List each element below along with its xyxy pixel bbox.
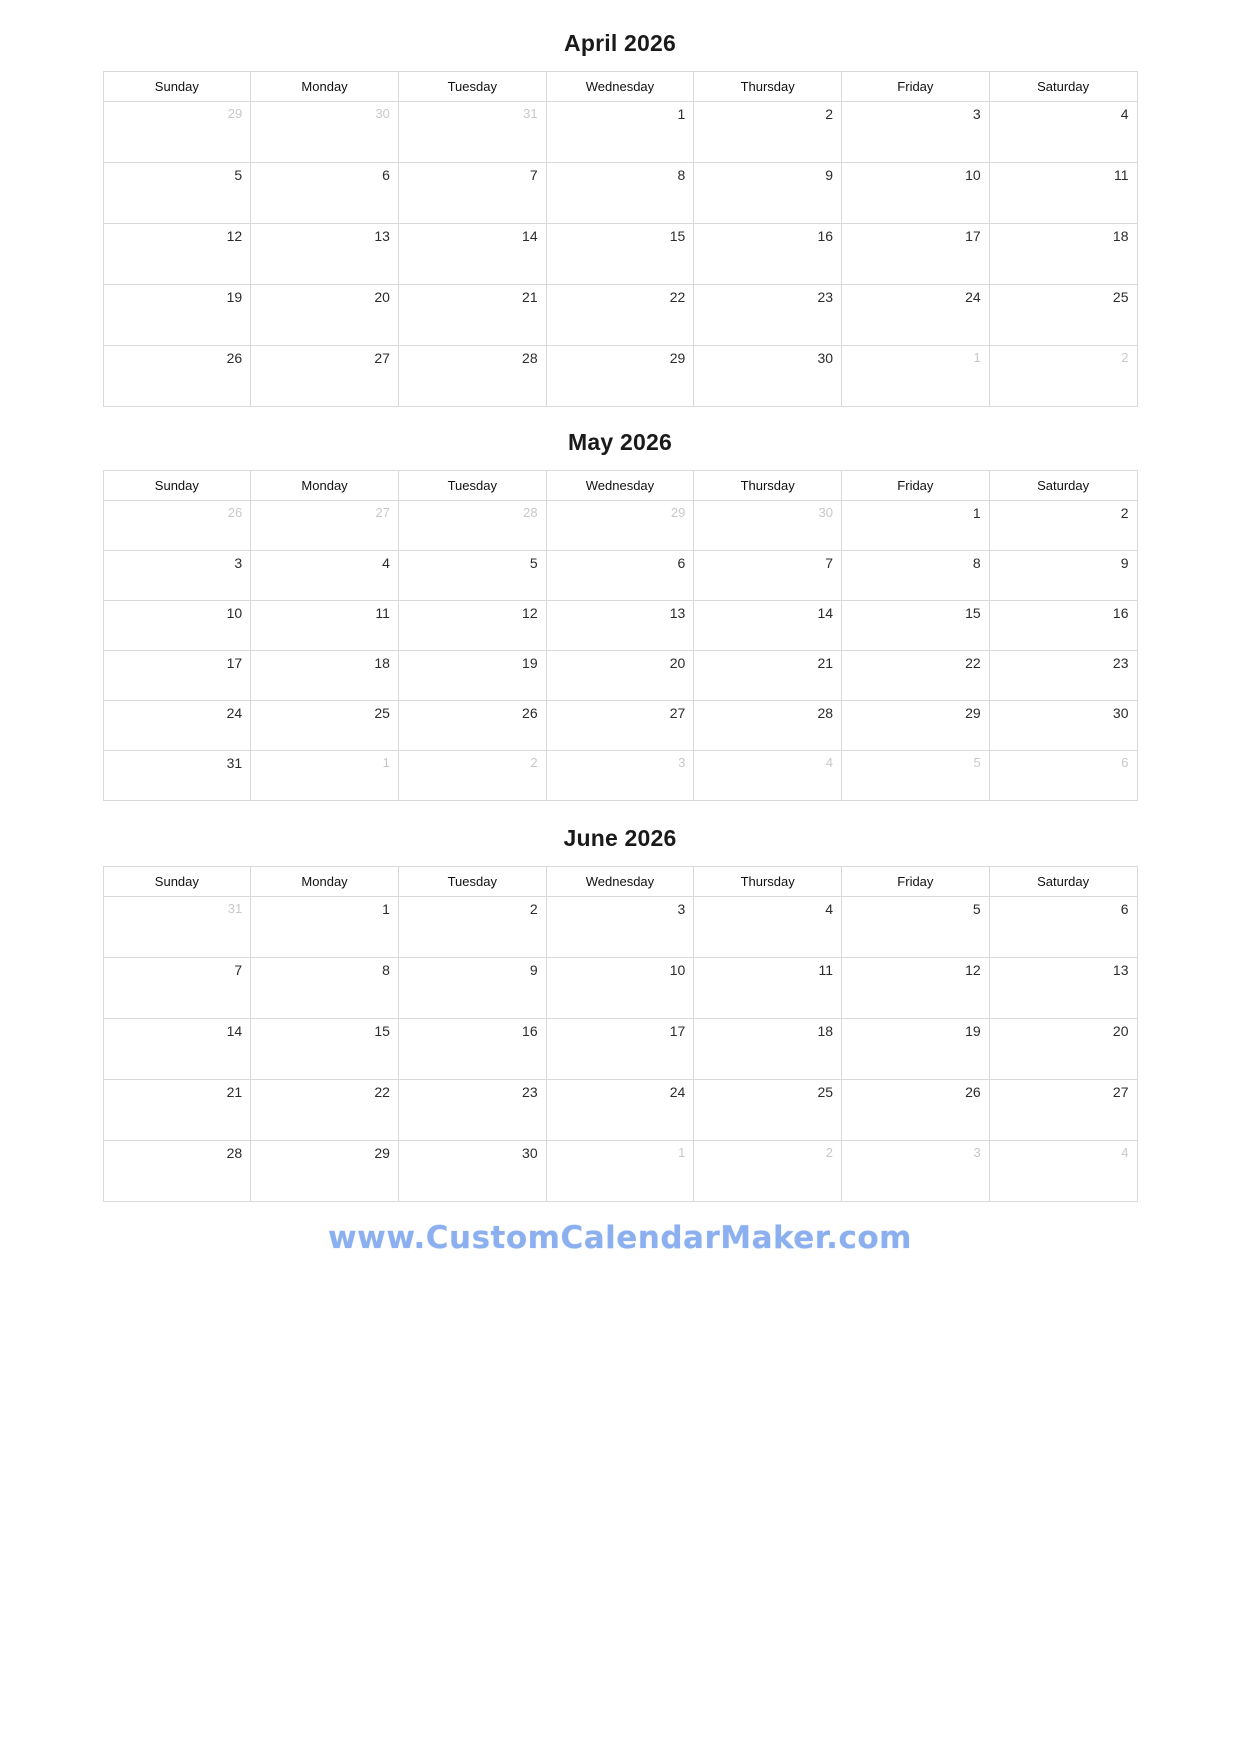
- day-cell[interactable]: 21: [103, 1080, 251, 1141]
- day-cell[interactable]: 12: [398, 601, 546, 651]
- day-cell[interactable]: 28: [398, 346, 546, 407]
- day-cell[interactable]: 18: [694, 1019, 842, 1080]
- day-cell[interactable]: 24: [103, 701, 251, 751]
- day-cell[interactable]: 13: [989, 958, 1137, 1019]
- day-cell[interactable]: 27: [251, 501, 399, 551]
- calendar-week-row: [103, 958, 1137, 1019]
- day-cell[interactable]: 19: [842, 1019, 990, 1080]
- day-cell[interactable]: 3: [546, 897, 694, 958]
- weekday-header-monday: Monday: [251, 471, 399, 501]
- day-cell[interactable]: 20: [546, 651, 694, 701]
- day-cell[interactable]: 14: [398, 224, 546, 285]
- weekday-header-thursday: Thursday: [694, 72, 842, 102]
- calendar-week-row: [103, 346, 1137, 407]
- day-cell[interactable]: 29: [546, 346, 694, 407]
- day-cell[interactable]: 20: [251, 285, 399, 346]
- day-cell[interactable]: 1: [546, 102, 694, 163]
- weekday-header-friday: Friday: [842, 867, 990, 897]
- weekday-header-saturday: Saturday: [989, 471, 1137, 501]
- day-cell[interactable]: 11: [989, 163, 1137, 224]
- day-cell[interactable]: 26: [398, 701, 546, 751]
- day-cell[interactable]: 26: [103, 346, 251, 407]
- day-cell[interactable]: 17: [546, 1019, 694, 1080]
- calendar-week-row: [103, 1019, 1137, 1080]
- day-cell[interactable]: 16: [398, 1019, 546, 1080]
- weekday-header-row: [103, 867, 1137, 897]
- day-cell[interactable]: 9: [989, 551, 1137, 601]
- day-cell[interactable]: 2: [989, 346, 1137, 407]
- day-cell[interactable]: 20: [989, 1019, 1137, 1080]
- calendar-grid-april: [103, 71, 1138, 407]
- calendar-week-row: [103, 751, 1137, 801]
- day-cell[interactable]: 10: [103, 601, 251, 651]
- day-cell[interactable]: 19: [398, 651, 546, 701]
- footer: [40, 1220, 1200, 1256]
- day-cell[interactable]: 24: [842, 285, 990, 346]
- day-cell[interactable]: 23: [694, 285, 842, 346]
- weekday-header-sunday: Sunday: [103, 471, 251, 501]
- day-cell[interactable]: 8: [546, 163, 694, 224]
- day-cell[interactable]: 16: [989, 601, 1137, 651]
- day-cell[interactable]: 8: [251, 958, 399, 1019]
- weekday-header-tuesday: Tuesday: [398, 471, 546, 501]
- calendar-week-row: [103, 501, 1137, 551]
- day-cell[interactable]: 18: [989, 224, 1137, 285]
- calendar-week-row: [103, 224, 1137, 285]
- day-cell[interactable]: 4: [989, 1141, 1137, 1202]
- month-title: June 2026: [563, 825, 677, 851]
- day-cell[interactable]: 8: [842, 551, 990, 601]
- weekday-header-wednesday: Wednesday: [546, 471, 694, 501]
- day-cell[interactable]: 1: [842, 346, 990, 407]
- day-cell[interactable]: 27: [546, 701, 694, 751]
- day-cell[interactable]: 25: [989, 285, 1137, 346]
- day-cell[interactable]: 11: [251, 601, 399, 651]
- day-cell[interactable]: 23: [398, 1080, 546, 1141]
- day-cell[interactable]: 14: [694, 601, 842, 651]
- day-cell[interactable]: 15: [842, 601, 990, 651]
- day-cell[interactable]: 9: [694, 163, 842, 224]
- day-cell[interactable]: 6: [546, 551, 694, 601]
- weekday-header-wednesday: Wednesday: [546, 72, 694, 102]
- day-cell[interactable]: 10: [546, 958, 694, 1019]
- day-cell[interactable]: 22: [251, 1080, 399, 1141]
- weekday-header-monday: Monday: [251, 867, 399, 897]
- month-title: April 2026: [564, 30, 676, 56]
- day-cell[interactable]: 29: [103, 102, 251, 163]
- day-cell[interactable]: 4: [989, 102, 1137, 163]
- day-cell[interactable]: 23: [989, 651, 1137, 701]
- day-cell[interactable]: 7: [694, 551, 842, 601]
- weekday-header-sunday: Sunday: [103, 72, 251, 102]
- day-cell[interactable]: 7: [103, 958, 251, 1019]
- weekday-header-saturday: Saturday: [989, 867, 1137, 897]
- day-cell[interactable]: 12: [103, 224, 251, 285]
- day-cell[interactable]: 30: [398, 1141, 546, 1202]
- weekday-header-thursday: Thursday: [694, 867, 842, 897]
- day-cell[interactable]: 29: [842, 701, 990, 751]
- day-cell[interactable]: 27: [989, 1080, 1137, 1141]
- calendar-week-row: [103, 1080, 1137, 1141]
- calendar-week-row: [103, 102, 1137, 163]
- website-link[interactable]: www.CustomCalendarMaker.com: [328, 1220, 912, 1256]
- weekday-header-saturday: Saturday: [989, 72, 1137, 102]
- day-cell[interactable]: 26: [103, 501, 251, 551]
- day-cell[interactable]: 16: [694, 224, 842, 285]
- day-cell[interactable]: 1: [546, 1141, 694, 1202]
- day-cell[interactable]: 5: [842, 897, 990, 958]
- day-cell[interactable]: 13: [251, 224, 399, 285]
- month-block-june: [40, 825, 1200, 1202]
- day-cell[interactable]: 31: [103, 751, 251, 801]
- weekday-header-monday: Monday: [251, 72, 399, 102]
- day-cell[interactable]: 10: [842, 163, 990, 224]
- day-cell[interactable]: 2: [989, 501, 1137, 551]
- day-cell[interactable]: 5: [842, 751, 990, 801]
- day-cell[interactable]: 21: [694, 651, 842, 701]
- day-cell[interactable]: 15: [251, 1019, 399, 1080]
- weekday-header-row: [103, 471, 1137, 501]
- day-cell[interactable]: 11: [694, 958, 842, 1019]
- day-cell[interactable]: 29: [546, 501, 694, 551]
- day-cell[interactable]: 19: [103, 285, 251, 346]
- day-cell[interactable]: 1: [842, 501, 990, 551]
- calendar-week-row: [103, 285, 1137, 346]
- day-cell[interactable]: 30: [694, 501, 842, 551]
- weekday-header-tuesday: Tuesday: [398, 867, 546, 897]
- day-cell[interactable]: 3: [842, 1141, 990, 1202]
- day-cell[interactable]: 7: [398, 163, 546, 224]
- day-cell[interactable]: 22: [842, 651, 990, 701]
- month-block-may: [40, 429, 1200, 801]
- day-cell[interactable]: 14: [103, 1019, 251, 1080]
- day-cell[interactable]: 17: [842, 224, 990, 285]
- calendar-grid-june: [103, 866, 1138, 1202]
- day-cell[interactable]: 28: [103, 1141, 251, 1202]
- calendar-week-row: [103, 601, 1137, 651]
- weekday-header-row: [103, 72, 1137, 102]
- calendar-grid-may: [103, 470, 1138, 801]
- day-cell[interactable]: 4: [251, 551, 399, 601]
- calendar-week-row: [103, 551, 1137, 601]
- day-cell[interactable]: 25: [694, 1080, 842, 1141]
- calendar-week-row: [103, 897, 1137, 958]
- calendar-week-row: [103, 651, 1137, 701]
- day-cell[interactable]: 4: [694, 897, 842, 958]
- day-cell[interactable]: 21: [398, 285, 546, 346]
- day-cell[interactable]: 6: [989, 897, 1137, 958]
- day-cell[interactable]: 31: [103, 897, 251, 958]
- weekday-header-thursday: Thursday: [694, 471, 842, 501]
- day-cell[interactable]: 25: [251, 701, 399, 751]
- day-cell[interactable]: 22: [546, 285, 694, 346]
- day-cell[interactable]: 27: [251, 346, 399, 407]
- day-cell[interactable]: 29: [251, 1141, 399, 1202]
- day-cell[interactable]: 3: [546, 751, 694, 801]
- day-cell[interactable]: 12: [842, 958, 990, 1019]
- weekday-header-tuesday: Tuesday: [398, 72, 546, 102]
- day-cell[interactable]: 2: [398, 751, 546, 801]
- day-cell[interactable]: 6: [251, 163, 399, 224]
- day-cell[interactable]: 2: [694, 1141, 842, 1202]
- calendar-week-row: [103, 701, 1137, 751]
- day-cell[interactable]: 18: [251, 651, 399, 701]
- calendar-week-row: [103, 1141, 1137, 1202]
- day-cell[interactable]: 24: [546, 1080, 694, 1141]
- day-cell[interactable]: 28: [398, 501, 546, 551]
- weekday-header-friday: Friday: [842, 471, 990, 501]
- day-cell[interactable]: 30: [251, 102, 399, 163]
- day-cell[interactable]: 9: [398, 958, 546, 1019]
- day-cell[interactable]: 2: [694, 102, 842, 163]
- weekday-header-wednesday: Wednesday: [546, 867, 694, 897]
- calendar-week-row: [103, 163, 1137, 224]
- weekday-header-friday: Friday: [842, 72, 990, 102]
- day-cell[interactable]: 2: [398, 897, 546, 958]
- day-cell[interactable]: 3: [103, 551, 251, 601]
- day-cell[interactable]: 26: [842, 1080, 990, 1141]
- month-title: May 2026: [568, 429, 672, 455]
- day-cell[interactable]: 15: [546, 224, 694, 285]
- day-cell[interactable]: 31: [398, 102, 546, 163]
- day-cell[interactable]: 30: [989, 701, 1137, 751]
- month-block-april: [40, 30, 1200, 407]
- day-cell[interactable]: 28: [694, 701, 842, 751]
- day-cell[interactable]: 6: [989, 751, 1137, 801]
- day-cell[interactable]: 5: [398, 551, 546, 601]
- day-cell[interactable]: 1: [251, 751, 399, 801]
- weekday-header-sunday: Sunday: [103, 867, 251, 897]
- day-cell[interactable]: 5: [103, 163, 251, 224]
- day-cell[interactable]: 1: [251, 897, 399, 958]
- day-cell[interactable]: 4: [694, 751, 842, 801]
- day-cell[interactable]: 3: [842, 102, 990, 163]
- day-cell[interactable]: 30: [694, 346, 842, 407]
- day-cell[interactable]: 13: [546, 601, 694, 651]
- day-cell[interactable]: 17: [103, 651, 251, 701]
